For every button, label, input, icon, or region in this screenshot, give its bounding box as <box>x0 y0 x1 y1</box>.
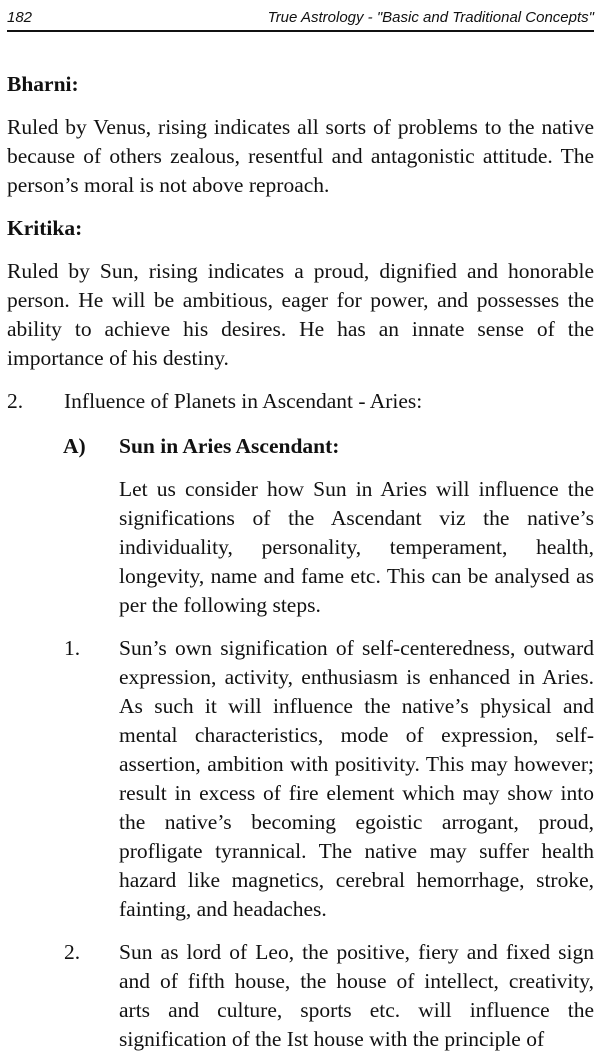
paragraph-intro: Let us consider how Sun in Aries will influence the significations of the Ascendant viz the native’s individuality, personality, temperament, health, longevity, name and fame etc. This can be analysed as per the following steps. <box>119 477 594 617</box>
page-number: 182 <box>7 9 33 26</box>
subheading-text: Sun in Aries Ascendant: <box>119 434 340 458</box>
list-number: 1. <box>64 636 81 660</box>
list-item-text: Sun’s own signification of self-centeredness, outward expression, activity, enthusiasm is enhanced in Aries. As such it will influence the native’s physical and mental characteristics, mode of expression, self-assertion, ambition with positivity. This may however; result in excess of fire element which may show into the native’s becoming egoistic arrogant, proud, profligate tyrannical. The native may suffer health hazard like magnetics, cerebral hemorrhage, stroke, fainting, and headaches. <box>119 636 594 921</box>
list-item-text: Sun as lord of Leo, the positive, fiery and fixed sign and of fifth house, the house of intellect, creativity, arts and culture, sports etc. will influence the signification of the Ist house with the principle of <box>119 940 594 1051</box>
list-number: 2. <box>64 940 81 964</box>
page-header <box>7 0 594 32</box>
page-content <box>7 70 594 1054</box>
subheading-sun-in-aries <box>7 432 594 461</box>
list-item-text: Influence of Planets in Ascendant - Aries: <box>64 389 423 413</box>
list-item-step-2 <box>7 938 594 1054</box>
paragraph-bharni: Ruled by Venus, rising indicates all sorts of problems to the native because of others zealous, resentful and antagonistic attitude. The person’s moral is not above reproach. <box>7 115 594 197</box>
subheading-marker: A) <box>63 434 86 458</box>
running-title: True Astrology - "Basic and Traditional Concepts" <box>267 9 594 26</box>
list-item-step-1 <box>7 634 594 924</box>
list-number: 2. <box>7 389 24 413</box>
heading-kritika: Kritika: <box>7 216 83 240</box>
paragraph-kritika: Ruled by Sun, rising indicates a proud, dignified and honorable person. He will be ambitious, eager for power, and possesses the ability to achieve his desires. He has an innate sense of the importance of his destiny. <box>7 259 594 370</box>
heading-bharni: Bharni: <box>7 72 79 96</box>
list-item-2 <box>7 387 594 416</box>
